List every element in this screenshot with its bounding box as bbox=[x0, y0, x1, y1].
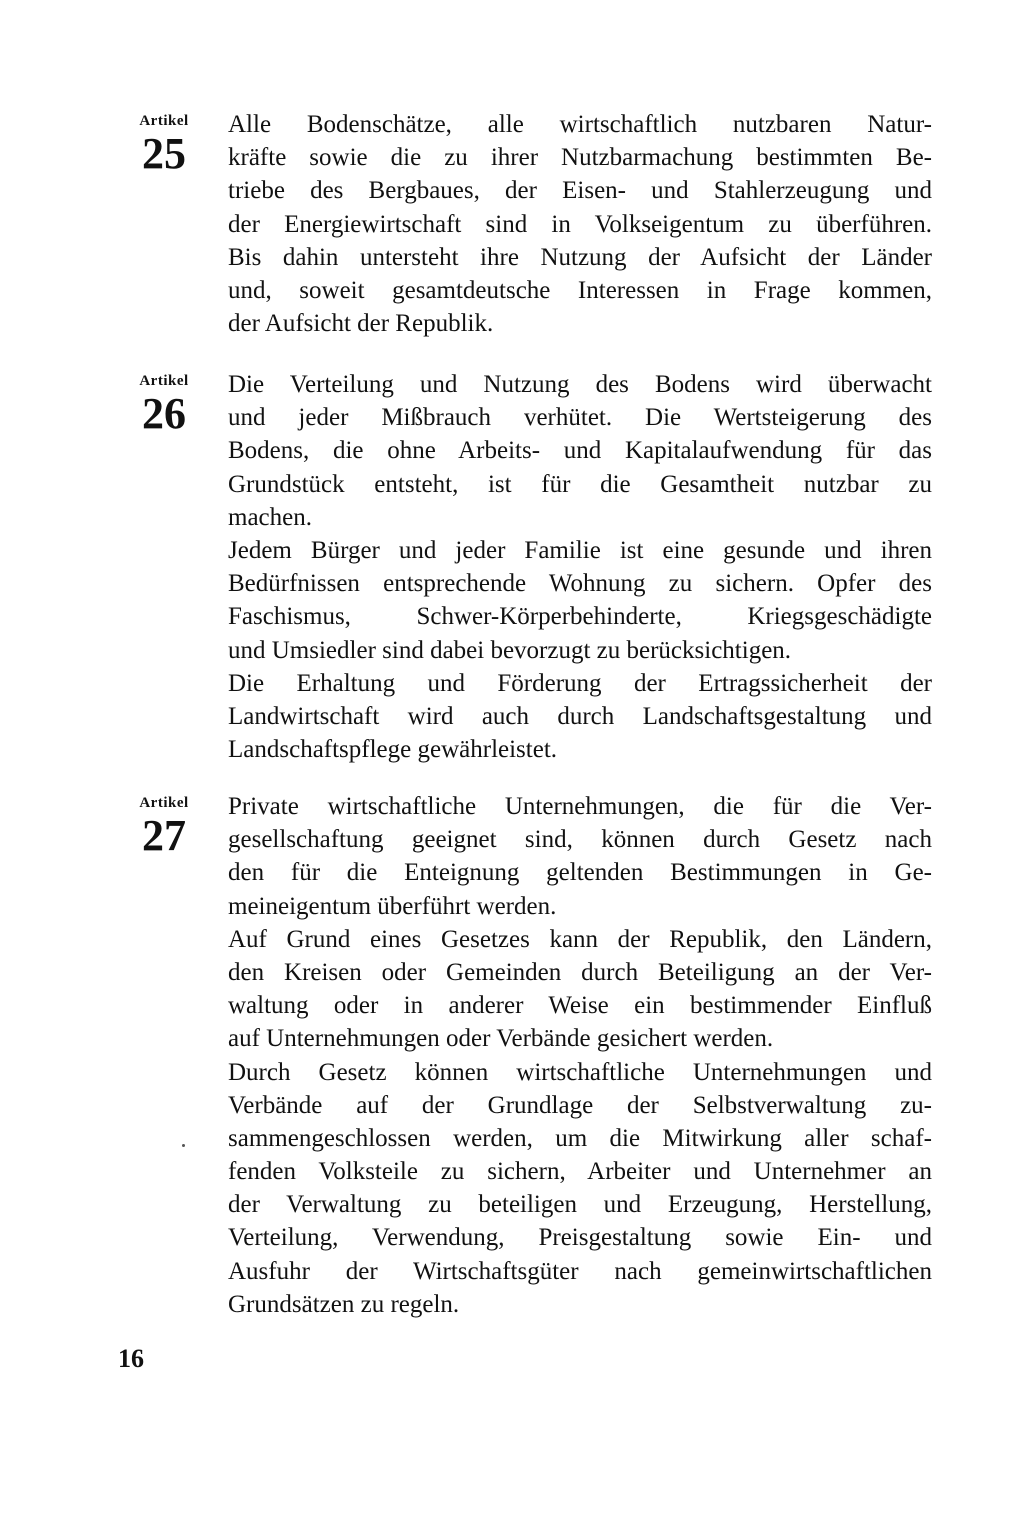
article-word: Artikel bbox=[139, 373, 189, 389]
text-line: den Kreisen oder Gemeinden durch Beteiligung an der Ver- bbox=[228, 958, 932, 986]
article-number: 26 bbox=[142, 389, 186, 438]
text-line: und jeder Mißbrauch verhütet. Die Wertsteigerung des bbox=[228, 404, 932, 432]
article-body bbox=[228, 790, 932, 1321]
text-line: triebe des Bergbaues, der Eisen- und Stahlerzeugung und bbox=[228, 177, 932, 205]
text-line: Verteilung, Verwendung, Preisgestaltung sowie Ein- und bbox=[228, 1224, 932, 1252]
text-line: Bedürfnissen entsprechende Wohnung zu sichern. Opfer des bbox=[228, 570, 932, 598]
article-word: Artikel bbox=[139, 795, 189, 811]
article-body bbox=[228, 108, 932, 340]
text-line: Landschaftspflege gewährleistet. bbox=[228, 736, 558, 764]
article-label bbox=[124, 112, 204, 176]
text-line: gesellschaftung geeignet sind, können durch Gesetz nach bbox=[228, 826, 932, 854]
article-number: 25 bbox=[142, 129, 186, 178]
text-line: Die Verteilung und Nutzung des Bodens wird überwacht bbox=[228, 371, 932, 398]
article-label bbox=[124, 372, 204, 436]
text-line: Die Erhaltung und Förderung der Ertragssicherheit der bbox=[228, 669, 932, 697]
text-line: Auf Grund eines Gesetzes kann der Republik, den Ländern, bbox=[228, 925, 932, 953]
text-line: Ausfuhr der Wirtschaftsgüter nach gemeinwirtschaftlichen bbox=[228, 1257, 932, 1285]
article-number: 27 bbox=[142, 811, 186, 860]
text-line: Bis dahin untersteht ihre Nutzung der Aufsicht der Länder bbox=[228, 243, 932, 271]
text-line: Durch Gesetz können wirtschaftliche Unternehmungen und bbox=[228, 1058, 932, 1086]
text-line: der Aufsicht der Republik. bbox=[228, 310, 494, 338]
text-line: den für die Enteignung geltenden Bestimmungen in Ge- bbox=[228, 859, 932, 887]
print-speck bbox=[182, 1144, 185, 1147]
text-line: kräfte sowie die zu ihrer Nutzbarmachung bestimmten Be- bbox=[228, 144, 932, 172]
text-line: meineigentum überführt werden. bbox=[228, 892, 557, 920]
article-body bbox=[228, 368, 932, 766]
text-line: Private wirtschaftliche Unternehmungen, die für die Ver- bbox=[228, 793, 932, 820]
page-number: 16 bbox=[118, 1344, 144, 1373]
text-line: machen. bbox=[228, 503, 312, 531]
text-line: Alle Bodenschätze, alle wirtschaftlich nutzbaren Natur- bbox=[228, 111, 932, 138]
text-line: waltung oder in anderer Weise ein bestimmender Einfluß bbox=[228, 992, 932, 1020]
text-line: der Energiewirtschaft sind in Volkseigentum zu überführen. bbox=[228, 210, 932, 238]
text-line: Grundstück entsteht, ist für die Gesamtheit nutzbar zu bbox=[228, 470, 932, 498]
text-line: fenden Volksteile zu sichern, Arbeiter und Unternehmer an bbox=[228, 1158, 932, 1186]
text-line: Bodens, die ohne Arbeits- und Kapitalaufwendung für das bbox=[228, 437, 932, 465]
text-line: und Umsiedler sind dabei bevorzugt zu berücksichtigen. bbox=[228, 636, 792, 664]
text-line: Faschismus, Schwer-Körperbehinderte, Kriegsgeschädigte bbox=[228, 603, 932, 631]
text-line: Landwirtschaft wird auch durch Landschaftsgestaltung und bbox=[228, 702, 932, 730]
text-line: sammengeschlossen werden, um die Mitwirkung aller schaf- bbox=[228, 1124, 932, 1152]
text-line: Jedem Bürger und jeder Familie ist eine gesunde und ihren bbox=[228, 536, 932, 564]
text-line: der Verwaltung zu beteiligen und Erzeugung, Herstellung, bbox=[228, 1191, 932, 1219]
article-word: Artikel bbox=[139, 113, 189, 129]
text-line: Verbände auf der Grundlage der Selbstverwaltung zu- bbox=[228, 1091, 932, 1119]
text-line: Grundsätzen zu regeln. bbox=[228, 1290, 460, 1318]
text-line: auf Unternehmungen oder Verbände gesichert werden. bbox=[228, 1025, 774, 1053]
article-label bbox=[124, 794, 204, 858]
text-line: und, soweit gesamtdeutsche Interessen in Frage kommen, bbox=[228, 276, 932, 304]
